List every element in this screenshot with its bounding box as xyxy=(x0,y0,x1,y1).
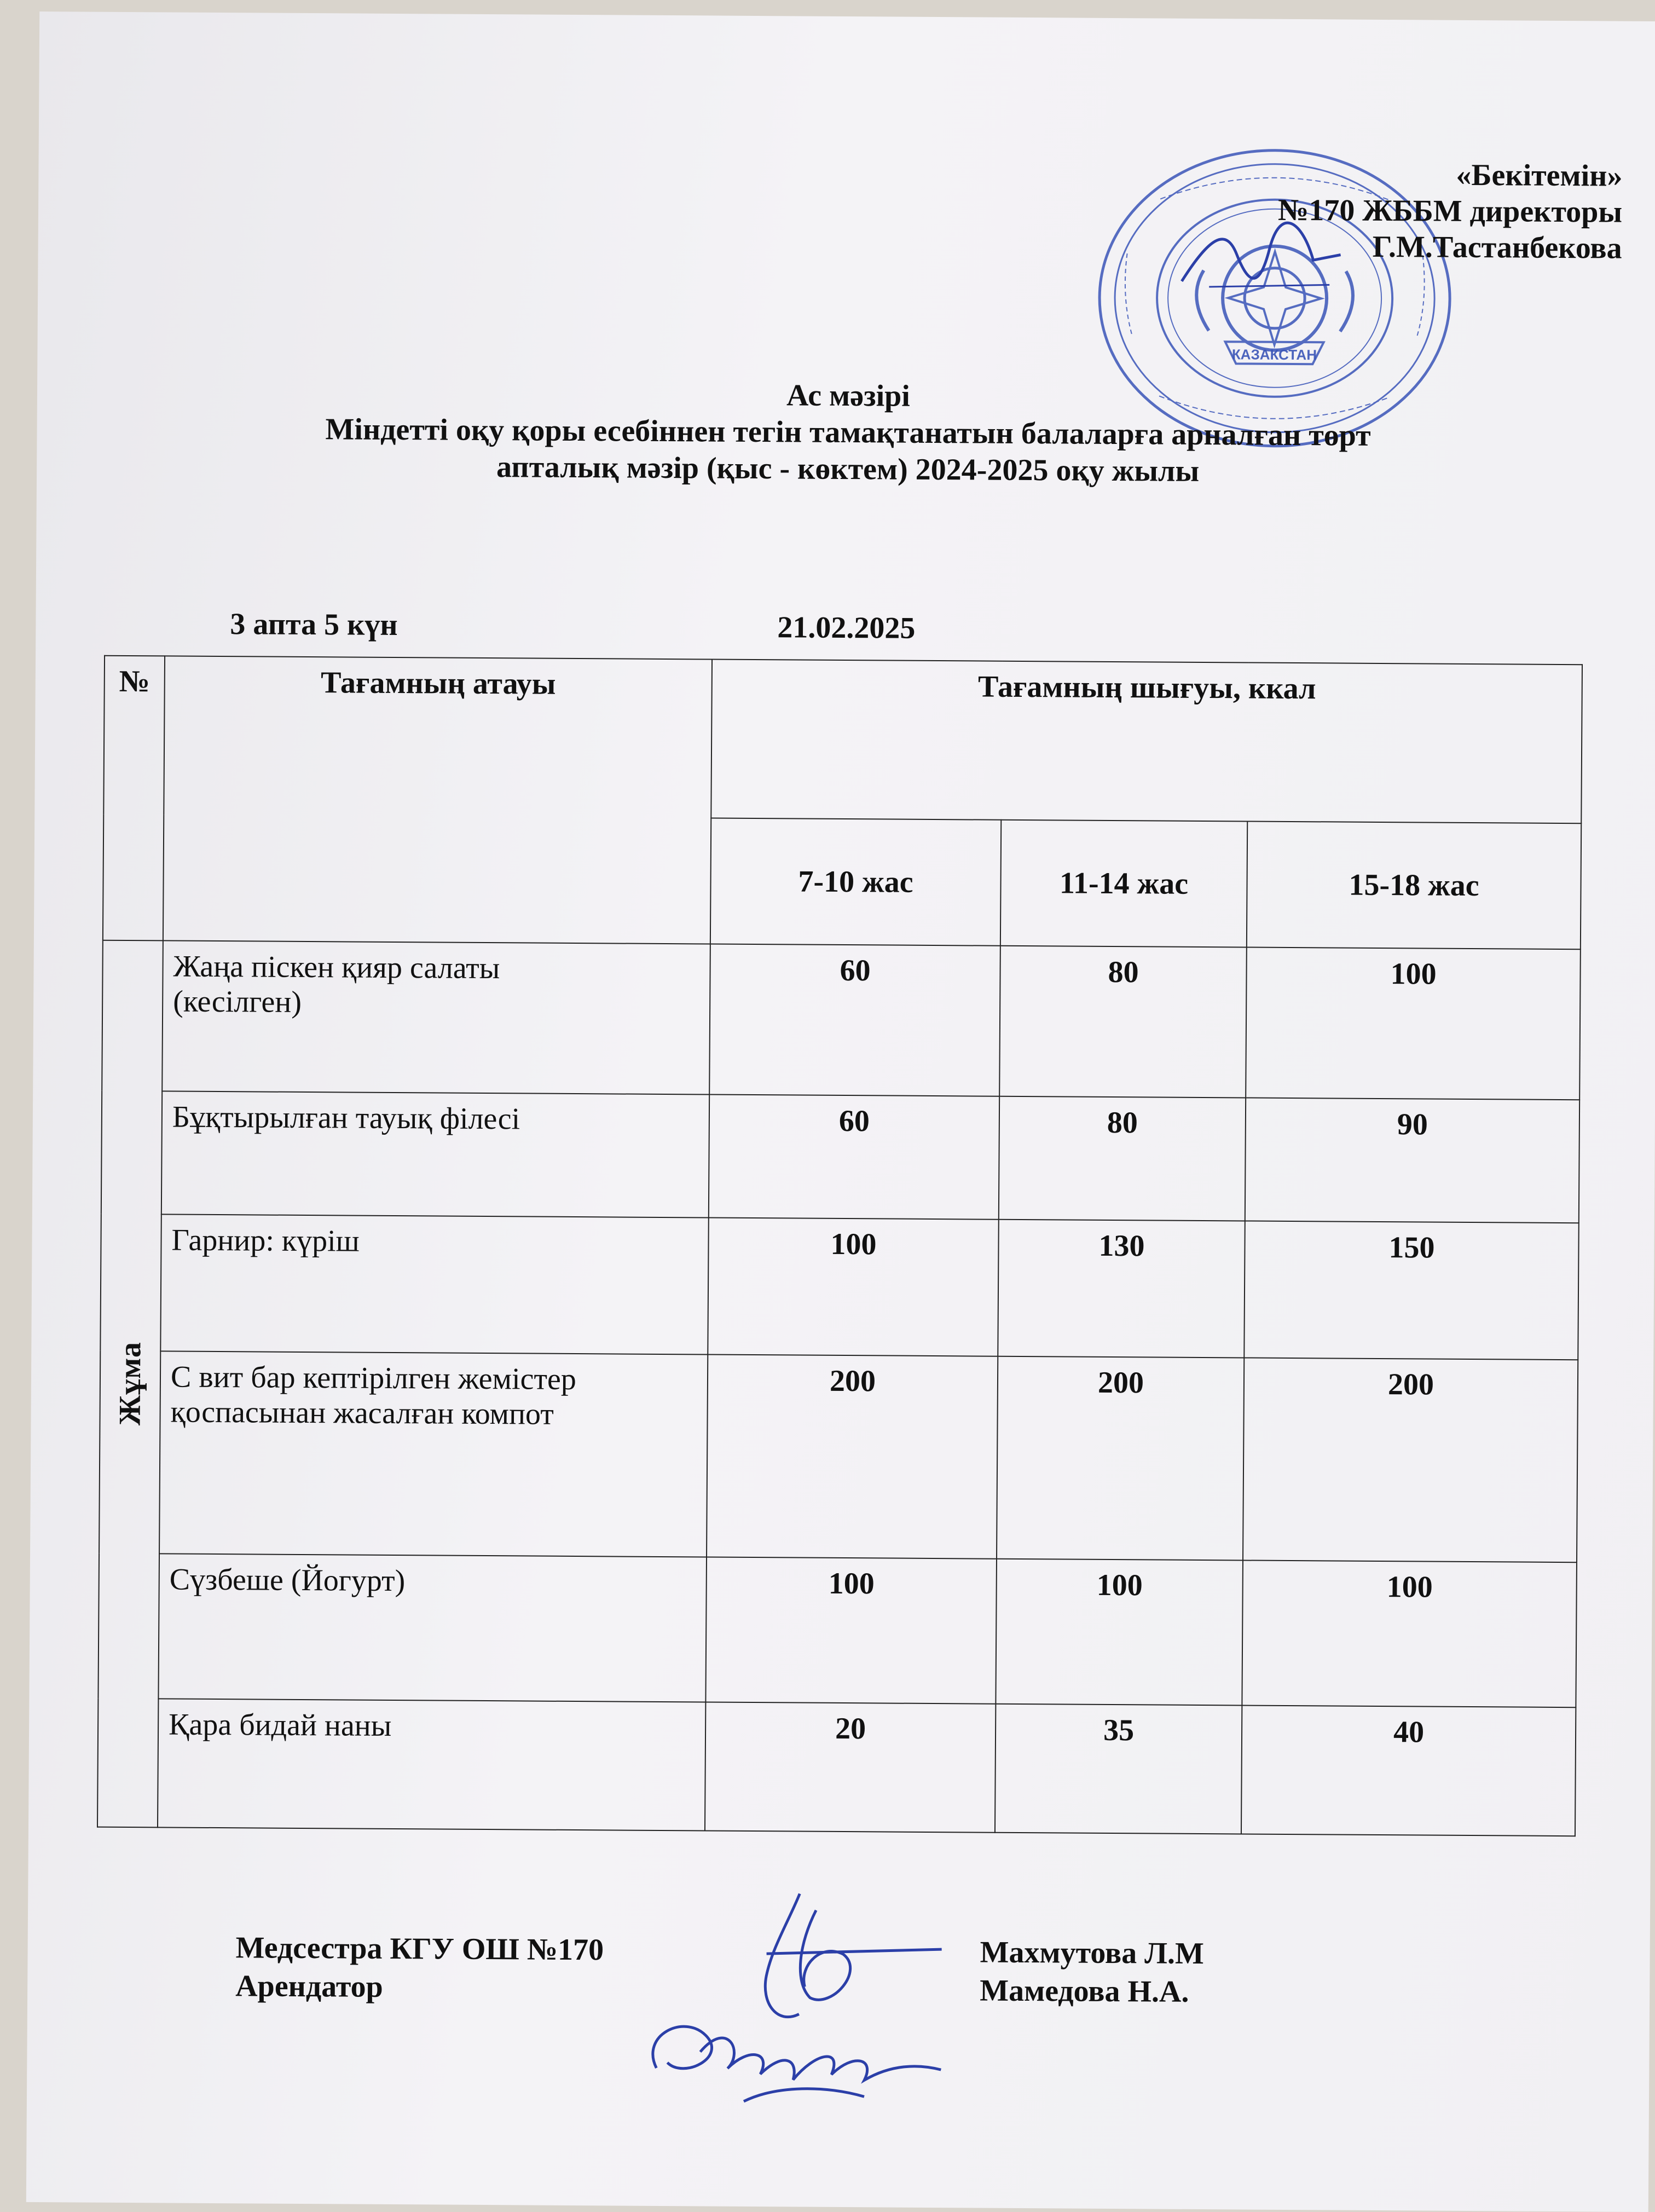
header-dish-name: Тағамның атауы xyxy=(163,656,712,944)
dish-name: Бұқтырылған тауық філесі xyxy=(161,1091,709,1217)
approval-block xyxy=(1277,156,1622,267)
value-7-10: 60 xyxy=(709,1094,999,1219)
document-page xyxy=(26,11,1655,2212)
menu-subtitle-line1: Міндетті оқу қоры есебіннен тегін тамақтанатын балаларға арналған төрт xyxy=(325,412,1371,453)
value-7-10: 100 xyxy=(708,1217,999,1356)
value-15-18: 200 xyxy=(1243,1358,1578,1562)
table-row xyxy=(98,1553,1577,1707)
approval-position: №170 ЖББМ директоры xyxy=(1277,193,1623,229)
header-age-11-14: 11-14 жас xyxy=(1000,820,1247,948)
nurse-name: Махмутова Л.М xyxy=(980,1935,1205,1971)
value-15-18: 100 xyxy=(1242,1560,1577,1707)
value-15-18: 100 xyxy=(1246,947,1581,1100)
document-title xyxy=(37,373,1655,493)
header-number: № xyxy=(103,656,165,941)
tenant-title: Арендатор xyxy=(235,1969,383,2004)
dish-name: Гарнир: күріш xyxy=(160,1214,709,1354)
value-11-14: 100 xyxy=(996,1559,1243,1706)
dish-name: С вит бар кептірілген жемістер қоспасынан жасалған компот xyxy=(159,1351,708,1557)
nurse-title: Медсестра КГУ ОШ №170 xyxy=(235,1931,604,1967)
header-output: Тағамның шығуы, ккал xyxy=(711,660,1582,824)
table-header-row xyxy=(103,656,1582,823)
value-11-14: 80 xyxy=(999,946,1247,1098)
menu-subtitle-line2: апталық мәзір (қыс - көктем) 2024-2025 оқу жылы xyxy=(496,450,1200,489)
value-7-10: 100 xyxy=(705,1557,997,1703)
footer-signature xyxy=(634,1887,975,2119)
stamp-label: КАЗАКСТАН xyxy=(1231,346,1317,363)
value-11-14: 200 xyxy=(997,1356,1244,1561)
menu-date: 21.02.2025 xyxy=(777,610,916,645)
menu-table xyxy=(97,655,1583,1836)
table-row xyxy=(102,940,1581,1100)
value-11-14: 130 xyxy=(998,1220,1245,1358)
footer-left xyxy=(235,1928,604,2007)
value-15-18: 90 xyxy=(1245,1098,1579,1223)
table-row xyxy=(100,1214,1579,1360)
dish-name: Қара бидай наны xyxy=(158,1699,705,1830)
day-cell xyxy=(97,940,163,1828)
header-age-15-18: 15-18 жас xyxy=(1247,821,1581,949)
value-7-10: 200 xyxy=(707,1354,998,1558)
value-11-14: 80 xyxy=(999,1096,1246,1221)
tenant-name: Мамедова Н.А. xyxy=(980,1973,1189,2009)
value-15-18: 40 xyxy=(1241,1705,1576,1836)
value-7-10: 20 xyxy=(705,1702,996,1832)
value-7-10: 60 xyxy=(709,944,1000,1096)
footer-right xyxy=(980,1933,1204,2011)
dish-name: Жаңа піскен қияр салаты (кесілген) xyxy=(162,940,710,1094)
menu-title: Ас мәзірі xyxy=(786,378,911,413)
value-11-14: 35 xyxy=(995,1704,1242,1834)
approval-director-name: Г.М.Тастанбекова xyxy=(1372,230,1622,265)
approval-heading: «Бекітемін» xyxy=(1456,158,1623,193)
value-15-18: 150 xyxy=(1244,1221,1579,1360)
day-label: Жұма xyxy=(113,1342,148,1426)
week-day-label: 3 апта 5 күн xyxy=(230,607,398,643)
header-age-7-10: 7-10 жас xyxy=(710,818,1001,946)
table-row xyxy=(101,1091,1579,1223)
table-row xyxy=(99,1351,1578,1562)
dish-name: Сүзбеше (Йогурт) xyxy=(158,1553,707,1702)
table-row xyxy=(97,1699,1576,1836)
